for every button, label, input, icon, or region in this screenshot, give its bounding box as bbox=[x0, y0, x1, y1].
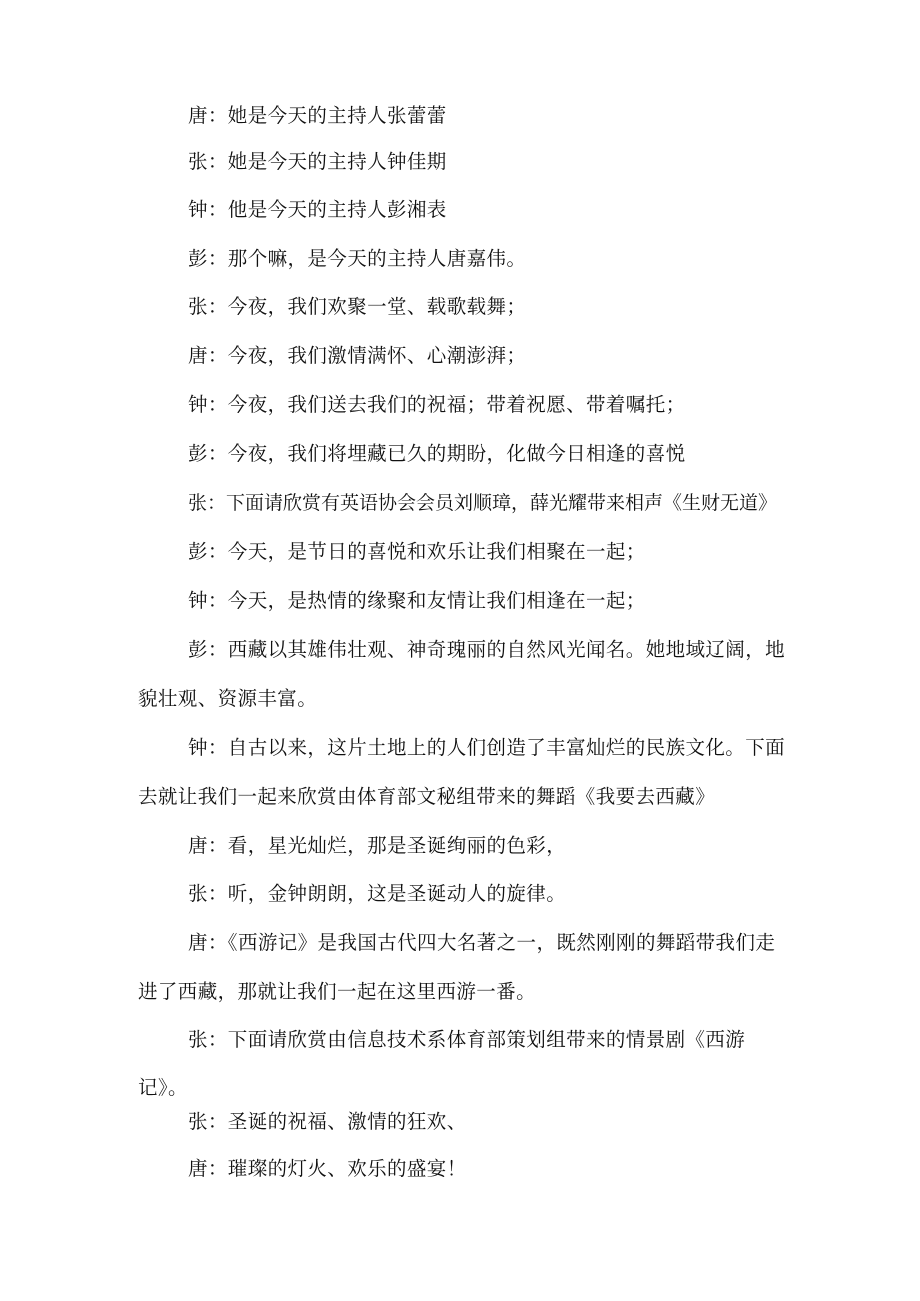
dialogue-line-13-cont: 去就让我们一起来欣赏由体育部文秘组带来的舞蹈《我要去西藏》 bbox=[138, 785, 716, 808]
dialogue-line-15: 张：听，金钟朗朗，这是圣诞动人的旋律。 bbox=[188, 882, 567, 905]
dialogue-line-5: 张：今夜，我们欢聚一堂、载歌载舞； bbox=[188, 295, 527, 318]
dialogue-line-17: 张：下面请欣赏由信息技术系体育部策划组带来的情景剧《西游 bbox=[188, 1028, 746, 1051]
dialogue-line-16-cont: 进了西藏，那就让我们一起在这里西游一番。 bbox=[138, 980, 537, 1003]
dialogue-line-14: 唐：看，星光灿烂，那是圣诞绚丽的色彩， bbox=[188, 834, 567, 857]
dialogue-line-17-cont: 记》。 bbox=[138, 1076, 188, 1099]
dialogue-line-1: 唐：她是今天的主持人张蕾蕾 bbox=[188, 104, 447, 127]
dialogue-line-2: 张：她是今天的主持人钟佳期 bbox=[188, 150, 447, 173]
dialogue-line-4: 彭：那个嘛，是今天的主持人唐嘉伟。 bbox=[188, 247, 527, 270]
dialogue-line-6: 唐：今夜，我们激情满怀、心潮澎湃； bbox=[188, 344, 527, 367]
dialogue-line-8: 彭：今夜，我们将埋藏已久的期盼，化做今日相逢的喜悦 bbox=[188, 442, 686, 465]
dialogue-line-3: 钟：他是今天的主持人彭湘表 bbox=[188, 198, 447, 221]
dialogue-line-19: 唐：璀璨的灯火、欢乐的盛宴！ bbox=[188, 1157, 467, 1180]
dialogue-line-12-cont: 貌壮观、资源丰富。 bbox=[138, 687, 318, 710]
dialogue-line-18: 张：圣诞的祝福、激情的狂欢、 bbox=[188, 1110, 467, 1133]
dialogue-line-9: 张：下面请欣赏有英语协会会员刘顺璋，薛光耀带来相声《生财无道》 bbox=[188, 492, 778, 514]
dialogue-line-11: 钟：今天，是热情的缘聚和友情让我们相逢在一起； bbox=[188, 589, 646, 612]
dialogue-line-10: 彭：今天，是节日的喜悦和欢乐让我们相聚在一起； bbox=[188, 540, 646, 563]
dialogue-line-7: 钟：今夜，我们送去我们的祝福；带着祝愿、带着嘱托； bbox=[188, 393, 686, 416]
dialogue-line-12: 彭：西藏以其雄伟壮观、神奇瑰丽的自然风光闻名。她地域辽阔，地 bbox=[188, 638, 786, 661]
dialogue-line-13: 钟：自古以来，这片土地上的人们创造了丰富灿烂的民族文化。下面 bbox=[188, 736, 786, 759]
dialogue-line-16: 唐：《西游记》是我国古代四大名著之一，既然刚刚的舞蹈带我们走 bbox=[188, 931, 776, 954]
